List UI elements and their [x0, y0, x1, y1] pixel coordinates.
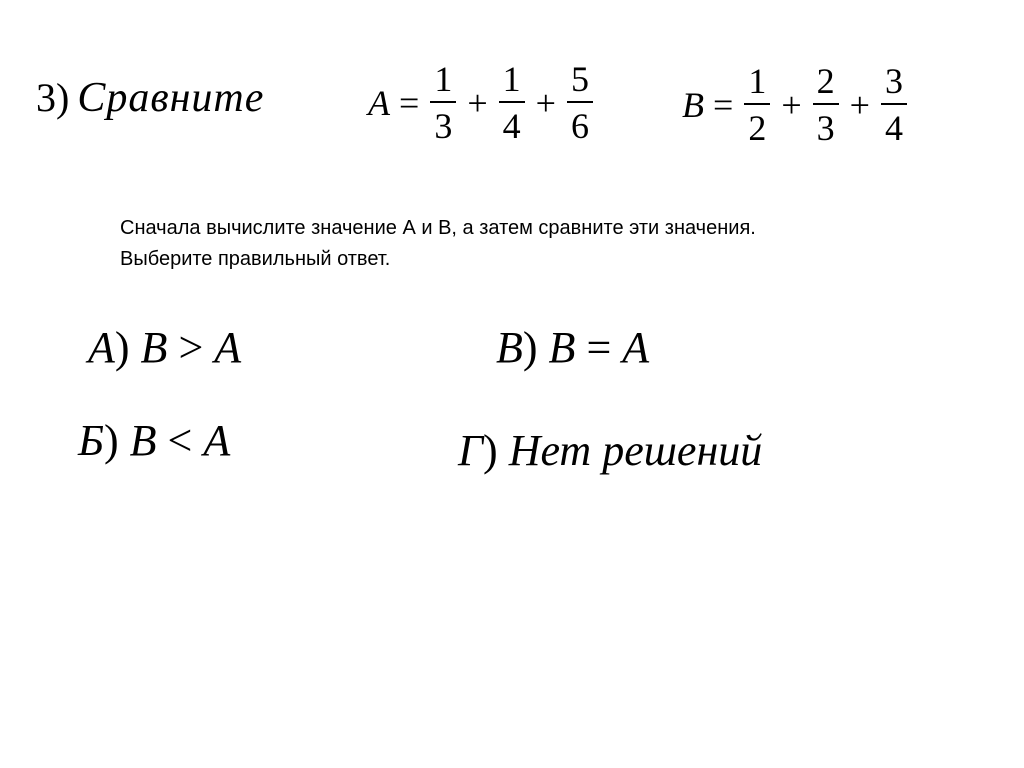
option-letter: A — [88, 323, 115, 372]
formula-a-fraction-1 — [428, 60, 458, 145]
formula-a-fraction-2 — [497, 60, 527, 145]
answer-option-v[interactable] — [496, 322, 649, 373]
option-letter: Г — [458, 426, 484, 475]
formula-b-equals: = — [713, 84, 734, 125]
option-paren: ) — [114, 323, 130, 372]
fraction-numerator: 3 — [881, 62, 907, 105]
option-left: B — [548, 323, 576, 372]
fraction-denominator: 4 — [884, 108, 903, 148]
fraction-denominator: 3 — [816, 108, 835, 148]
formula-a-variable: A — [368, 82, 390, 123]
task-verb: Сравните — [77, 75, 265, 121]
answer-option-b[interactable] — [78, 415, 230, 466]
formula-a-fraction-3 — [565, 60, 595, 145]
option-right: A — [622, 323, 650, 372]
fraction-numerator: 5 — [567, 60, 593, 103]
formula-b-plus-1: + — [781, 84, 802, 125]
option-paren: ) — [103, 416, 119, 465]
formula-a-equals: = — [399, 82, 420, 123]
formula-b-variable: B — [682, 84, 704, 125]
fraction-numerator: 1 — [430, 60, 456, 103]
option-left: B — [140, 323, 168, 372]
formula-a-plus-2: + — [535, 82, 556, 123]
option-left: B — [129, 416, 157, 465]
option-letter: B — [496, 323, 523, 372]
formula-b-plus-2: + — [849, 84, 870, 125]
formula-a-plus-1: + — [467, 82, 488, 123]
option-right: A — [214, 323, 242, 372]
instruction-text: Сначала вычислите значение А и В, а затем сравните эти значения. Выберите правильный ответ. — [120, 217, 756, 270]
fraction-denominator: 4 — [502, 106, 521, 146]
option-text: Нет решений — [508, 426, 763, 475]
option-paren: ) — [483, 426, 498, 475]
formula-b-fraction-3 — [879, 62, 909, 147]
option-letter: Б — [78, 416, 104, 465]
fraction-numerator: 2 — [813, 62, 839, 105]
formula-b-fraction-1 — [742, 62, 772, 147]
fraction-denominator: 3 — [434, 106, 453, 146]
answer-option-g[interactable] — [458, 425, 762, 476]
option-right: A — [203, 416, 231, 465]
formula-b-fraction-2 — [811, 62, 841, 147]
fraction-numerator: 1 — [744, 62, 770, 105]
fraction-numerator: 1 — [499, 60, 525, 103]
option-relation: < — [167, 416, 193, 465]
task-header — [36, 74, 264, 122]
formula-b — [682, 62, 909, 147]
fraction-denominator: 2 — [748, 108, 767, 148]
fraction-denominator: 6 — [570, 106, 589, 146]
formula-a — [368, 60, 595, 145]
answer-option-a[interactable] — [88, 322, 241, 373]
task-number: 3) — [36, 75, 70, 120]
option-relation: > — [178, 323, 204, 372]
option-relation: = — [586, 323, 612, 372]
option-paren: ) — [522, 323, 538, 372]
